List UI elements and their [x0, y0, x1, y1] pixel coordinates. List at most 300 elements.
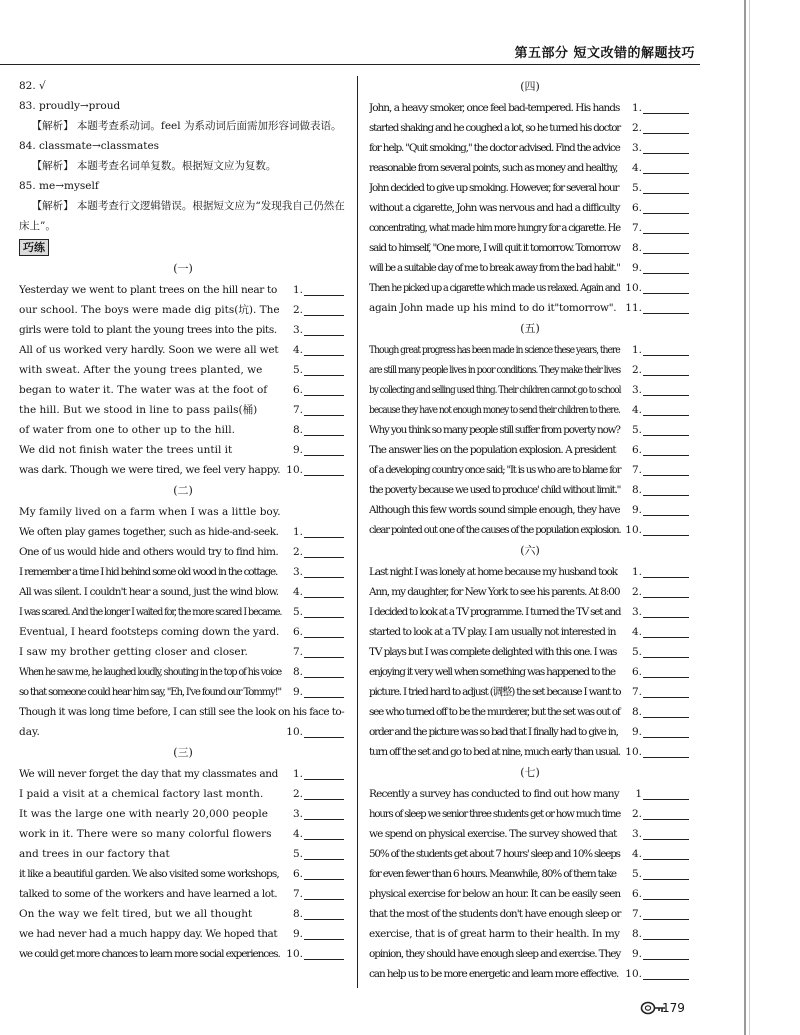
- line-text: physical exercise for below an hour. It can be easily seen: [369, 888, 621, 900]
- line-text: We will never forget the day that my classmates and: [19, 768, 278, 780]
- answer-blank[interactable]: [643, 819, 689, 820]
- answer-blank[interactable]: [643, 375, 689, 376]
- exercise-line: [19, 582, 347, 602]
- answer-blank[interactable]: [643, 717, 689, 718]
- line-number: 8.: [624, 480, 642, 500]
- line-number: 2.: [285, 784, 303, 804]
- answer-83: 83. proudly→proud: [19, 100, 121, 112]
- line-text: and trees in our factory that: [19, 848, 170, 860]
- line-number: 6.: [624, 662, 642, 682]
- line-number: 2.: [285, 542, 303, 562]
- line-text: again John made up his mind to do it"tomorrow".: [369, 302, 617, 314]
- answer-blank[interactable]: [304, 577, 344, 578]
- exercise-line: [369, 884, 691, 904]
- exercise-line: [19, 884, 347, 904]
- line-number: 10.: [285, 722, 303, 742]
- line-text: the poverty because we used to produce' child without limit.": [369, 484, 621, 496]
- line-number: 8.: [285, 420, 303, 440]
- header-title: 第五部分 短文改错的解题技巧: [514, 46, 695, 61]
- exercise-line: [369, 844, 691, 864]
- line-text: Though it was long time before, I can still see the look on his face to-: [19, 706, 345, 718]
- exercise-line: [19, 924, 347, 944]
- line-number: 4.: [285, 824, 303, 844]
- answer-blank[interactable]: [643, 617, 689, 618]
- line-number: 7.: [285, 884, 303, 904]
- exercise-line: [369, 804, 691, 824]
- answer-blank[interactable]: [643, 475, 689, 476]
- line-number: 1.: [624, 562, 642, 582]
- line-number: 1.: [624, 340, 642, 360]
- line-text: I remember a time I hid behind some old wood in the cottage.: [19, 566, 278, 578]
- line-number: 6.: [285, 622, 303, 642]
- line-text: Eventual, I heard footsteps coming down the yard.: [19, 626, 280, 638]
- line-text: On the way we felt tired, but we all thought: [19, 908, 253, 920]
- line-text: reasonable from several points, such as money and healthy,: [369, 162, 618, 174]
- line-number: 10.: [285, 944, 303, 964]
- binding-edge-shadow: [749, 0, 750, 1035]
- line-number: 6.: [285, 864, 303, 884]
- answer-blank[interactable]: [304, 677, 344, 678]
- line-text: All of us worked very hardly. Soon we were all wet: [19, 344, 279, 356]
- exercise-line: [19, 804, 347, 824]
- answer-blank[interactable]: [643, 577, 689, 578]
- line-text: work in it. There were so many colorful flowers: [19, 828, 272, 840]
- answer-blank[interactable]: [304, 737, 344, 738]
- line-number: 2.: [624, 582, 642, 602]
- line-number: 1.: [285, 522, 303, 542]
- line-text: It was the large one with nearly 20,000 people: [19, 808, 268, 820]
- left-column: [19, 76, 347, 964]
- line-number: 8.: [624, 702, 642, 722]
- exercise-line: [19, 340, 347, 360]
- line-number: 9.: [624, 944, 642, 964]
- exercise-line: [369, 460, 691, 480]
- line-number: 7.: [624, 460, 642, 480]
- exercise-line: [19, 542, 347, 562]
- line-number: 9.: [285, 924, 303, 944]
- line-number: 7.: [624, 904, 642, 924]
- answer-blank[interactable]: [643, 979, 689, 980]
- binding-edge: [744, 0, 746, 1035]
- line-text: My family lived on a farm when I was a little boy.: [19, 506, 281, 518]
- line-text: Last night I was lonely at home because my husband took: [369, 566, 617, 578]
- line-number: 4.: [624, 158, 642, 178]
- answer-blank[interactable]: [304, 839, 344, 840]
- line-text: We often play games together, such as hide-and-seek.: [19, 526, 279, 538]
- line-text: TV plays but I was complete delighted with this one. I was: [369, 646, 617, 658]
- exercise-line: [369, 380, 691, 400]
- line-text: said to himself, "One more, I will quit it tomorrow. Tomorrow: [369, 242, 620, 254]
- line-number: 5.: [624, 178, 642, 198]
- answer-blank[interactable]: [304, 415, 344, 416]
- exercise-line: [369, 118, 691, 138]
- line-text: for even fewer than 6 hours. Meanwhile, 80% of them take: [369, 868, 616, 880]
- answer-blank[interactable]: [643, 597, 689, 598]
- line-number: 6.: [285, 380, 303, 400]
- line-number: 5.: [624, 420, 642, 440]
- exercise-line: [19, 844, 347, 864]
- line-text: Though great progress has been made in science these years, there: [369, 344, 620, 356]
- line-number: 2.: [624, 804, 642, 824]
- exercise-line: [369, 582, 691, 602]
- line-text: with sweat. After the young trees planted, we: [19, 364, 263, 376]
- page-header: [0, 38, 700, 65]
- answer-blank[interactable]: [643, 939, 689, 940]
- answer-blank[interactable]: [643, 697, 689, 698]
- answer-blank[interactable]: [643, 233, 689, 234]
- answer-blank[interactable]: [304, 859, 344, 860]
- exercise-line: [19, 502, 347, 522]
- line-number: 7.: [624, 682, 642, 702]
- line-text: talked to some of the workers and have learned a lot.: [19, 888, 278, 900]
- line-text: we had never had a much happy day. We hoped that: [19, 928, 278, 940]
- answer-blank[interactable]: [304, 597, 344, 598]
- exercise-line: [19, 824, 347, 844]
- line-text: The answer lies on the population explosion. A president: [369, 444, 616, 456]
- exercise-line: [369, 904, 691, 924]
- exercise-line: [19, 904, 347, 924]
- answer-blank[interactable]: [643, 657, 689, 658]
- exercise-line: [369, 480, 691, 500]
- line-text: will be a suitable day of me to break away from the bad habit.": [369, 262, 620, 274]
- exercise-line: [19, 522, 347, 542]
- line-text: started shaking and he coughed a lot, so he turned his doctor: [369, 122, 621, 134]
- line-number: 7.: [285, 642, 303, 662]
- line-text: see who turned off to be the murderer, but the set was out of: [369, 706, 620, 718]
- answer-blank[interactable]: [643, 839, 689, 840]
- line-number: 3.: [624, 138, 642, 158]
- answer-82: 82. √: [19, 80, 46, 92]
- line-number: 3.: [285, 562, 303, 582]
- left-sections: [19, 258, 347, 964]
- answer-blank[interactable]: [643, 355, 689, 356]
- answer-blank[interactable]: [643, 799, 689, 800]
- line-number: 5.: [285, 844, 303, 864]
- answer-blank[interactable]: [304, 637, 344, 638]
- exercise-line: [369, 500, 691, 520]
- line-text: concentrating, what made him more hungry for a cigarette. He: [369, 222, 620, 234]
- line-text: Recently a survey has conducted to find out how many: [369, 788, 619, 800]
- answer-blank[interactable]: [304, 617, 344, 618]
- line-text: hours of sleep we senior three students get or how much time: [369, 808, 621, 820]
- exercise-line: [19, 864, 347, 884]
- line-number: 10.: [624, 742, 642, 762]
- exercise-line: [19, 400, 347, 420]
- line-number: 10.: [624, 964, 642, 984]
- line-number: 9.: [624, 500, 642, 520]
- exercise-line: [369, 864, 691, 884]
- answer-blank[interactable]: [643, 395, 689, 396]
- answer-blank[interactable]: [304, 355, 344, 356]
- answer-blank[interactable]: [643, 273, 689, 274]
- answer-blank[interactable]: [643, 959, 689, 960]
- exercise-line: [369, 198, 691, 218]
- answer-blank[interactable]: [304, 475, 344, 476]
- answer-blank[interactable]: [304, 557, 344, 558]
- line-text: of a developing country once said; "It is us who are to blame for: [369, 464, 621, 476]
- line-text: One of us would hide and others would try to find him.: [19, 546, 279, 558]
- line-number: 8.: [624, 924, 642, 944]
- answer-blank[interactable]: [643, 899, 689, 900]
- exercise-line: [19, 460, 347, 480]
- exercise-line: [369, 622, 691, 642]
- line-text: picture. I tried hard to adjust (调整) the set because I want to: [369, 686, 621, 698]
- line-number: 8.: [285, 904, 303, 924]
- answer-blank[interactable]: [643, 193, 689, 194]
- answer-blank[interactable]: [304, 295, 344, 296]
- line-text: without a cigarette, John was nervous and had a difficulty: [369, 202, 620, 214]
- exercise-line: [369, 420, 691, 440]
- exercise-line: [369, 824, 691, 844]
- line-text: because they have not enough money to send their children to there.: [369, 404, 620, 416]
- exercise-line: [369, 298, 691, 318]
- section-title: (四): [520, 80, 540, 93]
- line-number: 4.: [285, 340, 303, 360]
- exercise-line: [369, 520, 691, 540]
- practice-label-row: [19, 236, 347, 258]
- line-text: we could get more chances to learn more social experiences.: [19, 948, 280, 960]
- line-text: Yesterday we went to plant trees on the hill near to: [19, 284, 277, 296]
- answer-blank[interactable]: [643, 535, 689, 536]
- exercise-line: [369, 924, 691, 944]
- answer-84: 84. classmate→classmates: [19, 140, 160, 152]
- answer-blank[interactable]: [304, 899, 344, 900]
- answer-blank[interactable]: [643, 113, 689, 114]
- answer-blank[interactable]: [304, 335, 344, 336]
- line-number: 9.: [624, 722, 642, 742]
- line-text: John, a heavy smoker, once feel bad-tempered. His hands: [369, 102, 620, 114]
- line-number: 5.: [624, 642, 642, 662]
- exercise-line: [369, 702, 691, 722]
- answer-blank[interactable]: [643, 515, 689, 516]
- answer-blank[interactable]: [643, 677, 689, 678]
- section-title: (六): [520, 544, 540, 557]
- line-text: so that someone could hear him say, "Eh, I've found our Tommy!": [19, 686, 282, 698]
- exercise-line: [369, 360, 691, 380]
- exercise-line: [19, 602, 347, 622]
- exercise-line: [369, 722, 691, 742]
- line-text: started to look at a TV play. I am usually not interested in: [369, 626, 616, 638]
- answer-85: 85. me→myself: [19, 180, 99, 192]
- exercise-line: [369, 662, 691, 682]
- line-text: Although this few words sound simple enough, they have: [369, 504, 620, 516]
- exercise-line: [19, 562, 347, 582]
- line-text: order and the picture was so bad that I finally had to give in,: [369, 726, 618, 738]
- line-text: turn off the set and go to bed at nine, much early than usual.: [369, 746, 620, 758]
- exercise-line: [19, 300, 347, 320]
- answer-blank[interactable]: [304, 697, 344, 698]
- exercise-line: [19, 622, 347, 642]
- line-text: clear pointed out one of the causes of the population explosion.: [369, 524, 621, 536]
- line-text: exercise, that is of great harm to their health. In my: [369, 928, 620, 940]
- line-text: our school. The boys were made dig pits(坑). The: [19, 304, 280, 316]
- right-column: [369, 76, 691, 984]
- line-text: Why you think so many people still suffer from poverty now?: [369, 424, 620, 436]
- answer-blank[interactable]: [643, 435, 689, 436]
- exercise-line: [19, 662, 347, 682]
- line-text: I paid a visit at a chemical factory last month.: [19, 788, 264, 800]
- line-number: 4.: [285, 582, 303, 602]
- answer-blank[interactable]: [304, 395, 344, 396]
- answer-blank[interactable]: [643, 253, 689, 254]
- answer-83-explanation: 【解析】 本题考查系动词。feel 为系动词后面需加形容词做表语。: [31, 120, 342, 132]
- answer-blank[interactable]: [304, 819, 344, 820]
- page-number: 179: [662, 1001, 685, 1015]
- line-text: it like a beautiful garden. We also visited some workshops,: [19, 868, 279, 880]
- line-number: 1.: [285, 280, 303, 300]
- line-number: 10.: [624, 520, 642, 540]
- line-number: 3.: [624, 602, 642, 622]
- line-text: that the most of the students don't have enough sleep or: [369, 908, 621, 920]
- section-title: (二): [173, 484, 193, 497]
- exercise-line: [19, 380, 347, 400]
- answer-blank[interactable]: [304, 799, 344, 800]
- answer-blank[interactable]: [304, 455, 344, 456]
- answer-blank[interactable]: [643, 495, 689, 496]
- exercise-line: [369, 258, 691, 278]
- exercise-line: [369, 642, 691, 662]
- line-number: 2.: [624, 118, 642, 138]
- line-text: for help. "Quit smoking," the doctor advised. Find the advice: [369, 142, 620, 154]
- exercise-line: [369, 178, 691, 198]
- exercise-line: [369, 562, 691, 582]
- line-number: 9.: [285, 440, 303, 460]
- exercise-line: [369, 278, 691, 298]
- exercise-line: [19, 764, 347, 784]
- line-text: 50% of the students get about 7 hours' sleep and 10% sleeps: [369, 848, 620, 860]
- right-sections: [369, 76, 691, 984]
- exercise-line: [19, 280, 347, 300]
- exercise-line: [19, 682, 347, 702]
- line-number: 6.: [624, 198, 642, 218]
- line-text: Ann, my daughter, for New York to see his parents. At 8:00: [369, 586, 620, 598]
- line-number: 10.: [285, 460, 303, 480]
- answer-blank[interactable]: [304, 879, 344, 880]
- answer-blank[interactable]: [643, 213, 689, 214]
- exercise-line: [369, 98, 691, 118]
- answer-blank[interactable]: [643, 313, 689, 314]
- line-text: enjoying it very well when something was happened to the: [369, 666, 615, 678]
- exercise-line: [19, 702, 347, 722]
- section-title: (五): [520, 322, 540, 335]
- answer-blank[interactable]: [643, 293, 689, 294]
- answer-blank[interactable]: [643, 455, 689, 456]
- answer-blank[interactable]: [304, 435, 344, 436]
- answer-blank[interactable]: [304, 939, 344, 940]
- answer-blank[interactable]: [304, 375, 344, 376]
- answer-blank[interactable]: [304, 919, 344, 920]
- line-number: 6.: [624, 884, 642, 904]
- answer-blank[interactable]: [304, 315, 344, 316]
- exercise-line: [19, 642, 347, 662]
- answer-blank[interactable]: [643, 153, 689, 154]
- section-title: (一): [173, 262, 193, 275]
- exercise-line: [19, 440, 347, 460]
- line-text: opinion, they should have enough sleep and exercise. They: [369, 948, 621, 960]
- line-text: I saw my brother getting closer and closer.: [19, 646, 248, 658]
- line-text: girls were told to plant the young trees into the pits.: [19, 324, 277, 336]
- answer-blank[interactable]: [643, 919, 689, 920]
- line-number: 6.: [624, 440, 642, 460]
- line-text: We did not finish water the trees until it: [19, 444, 233, 456]
- line-number: 8.: [624, 238, 642, 258]
- line-number: 2.: [285, 300, 303, 320]
- line-number: 1.: [285, 764, 303, 784]
- line-text: are still many people lives in poor conditions. They make their lives: [369, 364, 621, 376]
- answer-blank[interactable]: [643, 173, 689, 174]
- line-text: we spend on physical exercise. The survey showed that: [369, 828, 617, 840]
- line-text: began to water it. The water was at the foot of: [19, 384, 268, 396]
- exercise-line: [369, 602, 691, 622]
- line-text: the hill. But we stood in line to pass pails(桶): [19, 404, 258, 416]
- line-number: 4.: [624, 400, 642, 420]
- answer-84-explanation: 【解析】 本题考查名词单复数。根据短文应为复数。: [31, 160, 277, 172]
- line-text: was dark. Though we were tired, we feel very happy.: [19, 464, 281, 476]
- exercise-line: [19, 360, 347, 380]
- line-number: 10.: [624, 278, 642, 298]
- answer-blank[interactable]: [643, 133, 689, 134]
- answer-blank[interactable]: [304, 779, 344, 780]
- line-number: 3.: [624, 380, 642, 400]
- answer-blank[interactable]: [643, 415, 689, 416]
- line-text: I was scared. And the longer I waited for, the more scared I became.: [19, 606, 282, 618]
- exercise-line: [369, 742, 691, 762]
- section-title: (七): [520, 766, 540, 779]
- line-number: 11.: [624, 298, 642, 318]
- line-text: by collecting and selling used thing. Their children cannot go to school: [369, 384, 621, 396]
- exercise-line: [19, 320, 347, 340]
- column-divider: [357, 76, 358, 988]
- answer-blank[interactable]: [643, 637, 689, 638]
- exercise-line: [369, 400, 691, 420]
- line-text: John decided to give up smoking. However, for several hour: [369, 182, 619, 194]
- answer-blank[interactable]: [643, 879, 689, 880]
- exercise-line: [369, 238, 691, 258]
- line-text: Then he picked up a cigarette which made us relaxed. Again and: [369, 282, 620, 294]
- line-number: 3.: [624, 824, 642, 844]
- answer-blank[interactable]: [643, 859, 689, 860]
- line-number: 7.: [624, 218, 642, 238]
- line-number: 9.: [624, 258, 642, 278]
- exercise-line: [369, 964, 691, 984]
- answer-blank[interactable]: [643, 757, 689, 758]
- line-number: 1.: [624, 98, 642, 118]
- exercise-line: [19, 722, 347, 742]
- exercise-line: [369, 138, 691, 158]
- practice-label: 巧练: [19, 239, 49, 256]
- line-number: 4.: [624, 622, 642, 642]
- exercise-line: [369, 158, 691, 178]
- line-number: 4.: [624, 844, 642, 864]
- line-number: 5.: [285, 360, 303, 380]
- section-title: (三): [173, 746, 193, 759]
- line-text: can help us to be more energetic and learn more effective.: [369, 968, 619, 980]
- line-text: of water from one to other up to the hill.: [19, 424, 235, 436]
- answer-blank[interactable]: [643, 737, 689, 738]
- line-number: 1: [624, 784, 642, 804]
- line-text: All was silent. I couldn't hear a sound, just the wind blow.: [19, 586, 279, 598]
- exercise-line: [369, 784, 691, 804]
- line-number: 9.: [285, 682, 303, 702]
- exercise-line: [369, 440, 691, 460]
- line-text: day.: [19, 726, 40, 738]
- answer-blank[interactable]: [304, 537, 344, 538]
- answer-blank[interactable]: [304, 657, 344, 658]
- exercise-line: [19, 784, 347, 804]
- exercise-line: [369, 340, 691, 360]
- line-number: 2.: [624, 360, 642, 380]
- answer-blank[interactable]: [304, 959, 344, 960]
